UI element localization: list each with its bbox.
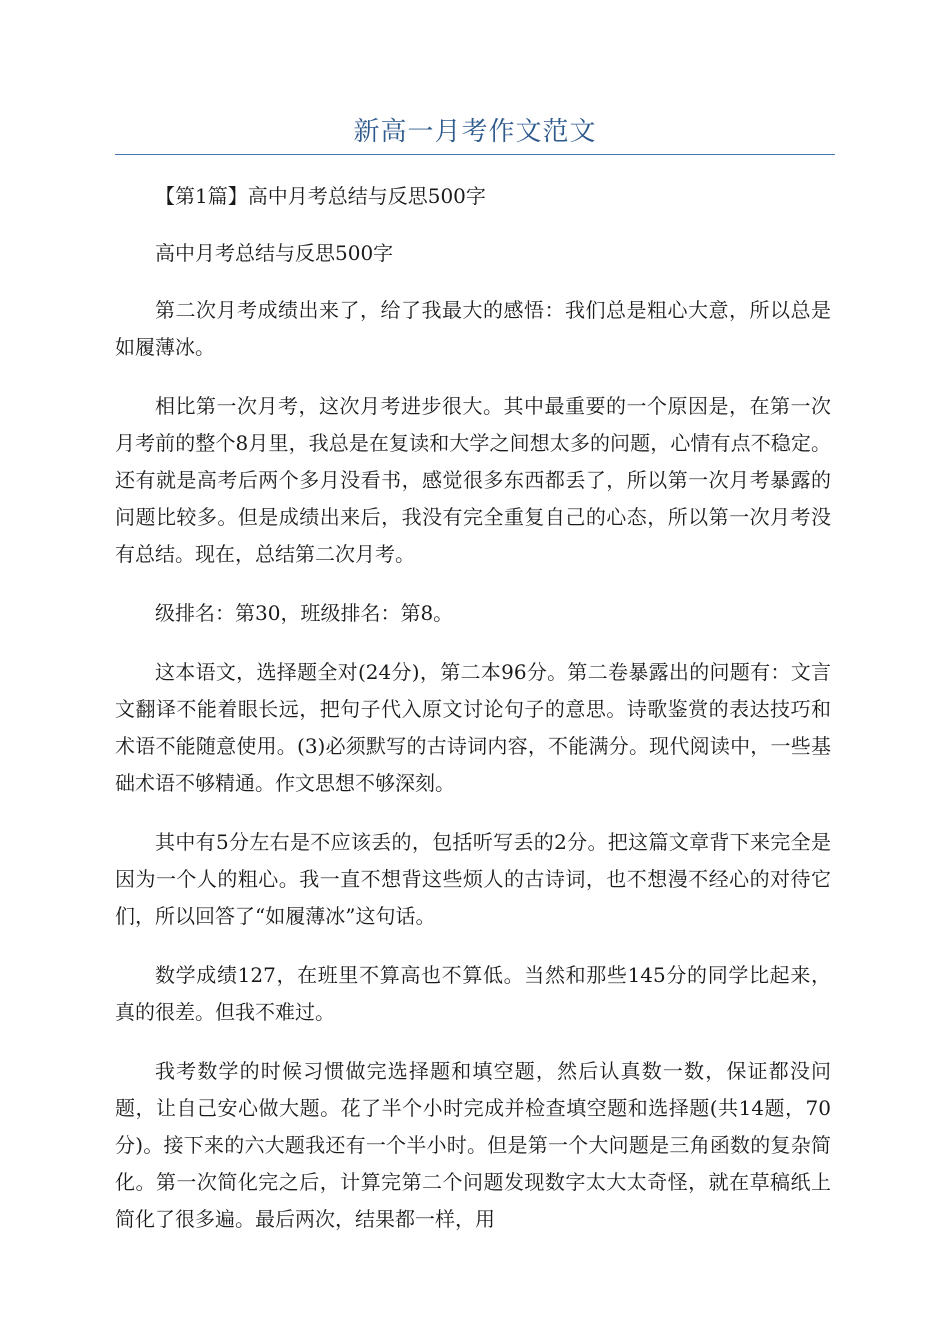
body-paragraph: 相比第一次月考，这次月考进步很大。其中最重要的一个原因是，在第一次月考前的整个8月里，我总是在复读和大学之间想太多的问题，心情有点不稳定。还有就是高考后两个多月没看书，感觉很多东西都丢了，所以第一次月考暴露的问题比较多。但是成绩出来后，我没有完全重复自己的心态，所以第一次月考没有总结。现在，总结第二次月考。 (115, 394, 831, 566)
document-title: 新高一月考作文范文 (353, 117, 597, 147)
body-paragraph: 第二次月考成绩出来了，给了我最大的感悟：我们总是粗心大意，所以总是如履薄冰。 (115, 298, 831, 359)
body-paragraph: 这本语文，选择题全对(24分)，第二本96分。第二卷暴露出的问题有：文言文翻译不能着眼长远，把句子代入原文讨论句子的意思。诗歌鉴赏的表达技巧和术语不能随意使用。(3)必须默写的古诗词内容，不能满分。现代阅读中，一些基础术语不够精通。作文思想不够深刻。 (115, 660, 831, 795)
article-subtitle: 高中月考总结与反思500字 (155, 241, 394, 265)
title-underline (115, 154, 835, 155)
body-paragraph: 数学成绩127，在班里不算高也不算低。当然和那些145分的同学比起来，真的很差。但我不难过。 (115, 963, 831, 1024)
body-paragraph: 我考数学的时候习惯做完选择题和填空题，然后认真数一数，保证都没问题，让自己安心做大题。花了半个小时完成并检查填空题和选择题(共14题，70分)。接下来的六大题我还有一个半小时。但是第一个大问题是三角函数的复杂简化。第一次简化完之后，计算完第二个问题发现数字太大太奇怪，就在草稿纸上简化了很多遍。最后两次，结果都一样，用 (115, 1059, 831, 1231)
document-body (115, 178, 831, 1260)
section-heading: 【第1篇】高中月考总结与反思500字 (155, 184, 486, 208)
body-paragraph: 级排名：第30，班级排名：第8。 (155, 601, 454, 625)
body-paragraph: 其中有5分左右是不应该丢的，包括听写丢的2分。把这篇文章背下来完全是因为一个人的粗心。我一直不想背这些烦人的古诗词，也不想漫不经心的对待它们，所以回答了“如履薄冰”这句话。 (115, 830, 831, 928)
